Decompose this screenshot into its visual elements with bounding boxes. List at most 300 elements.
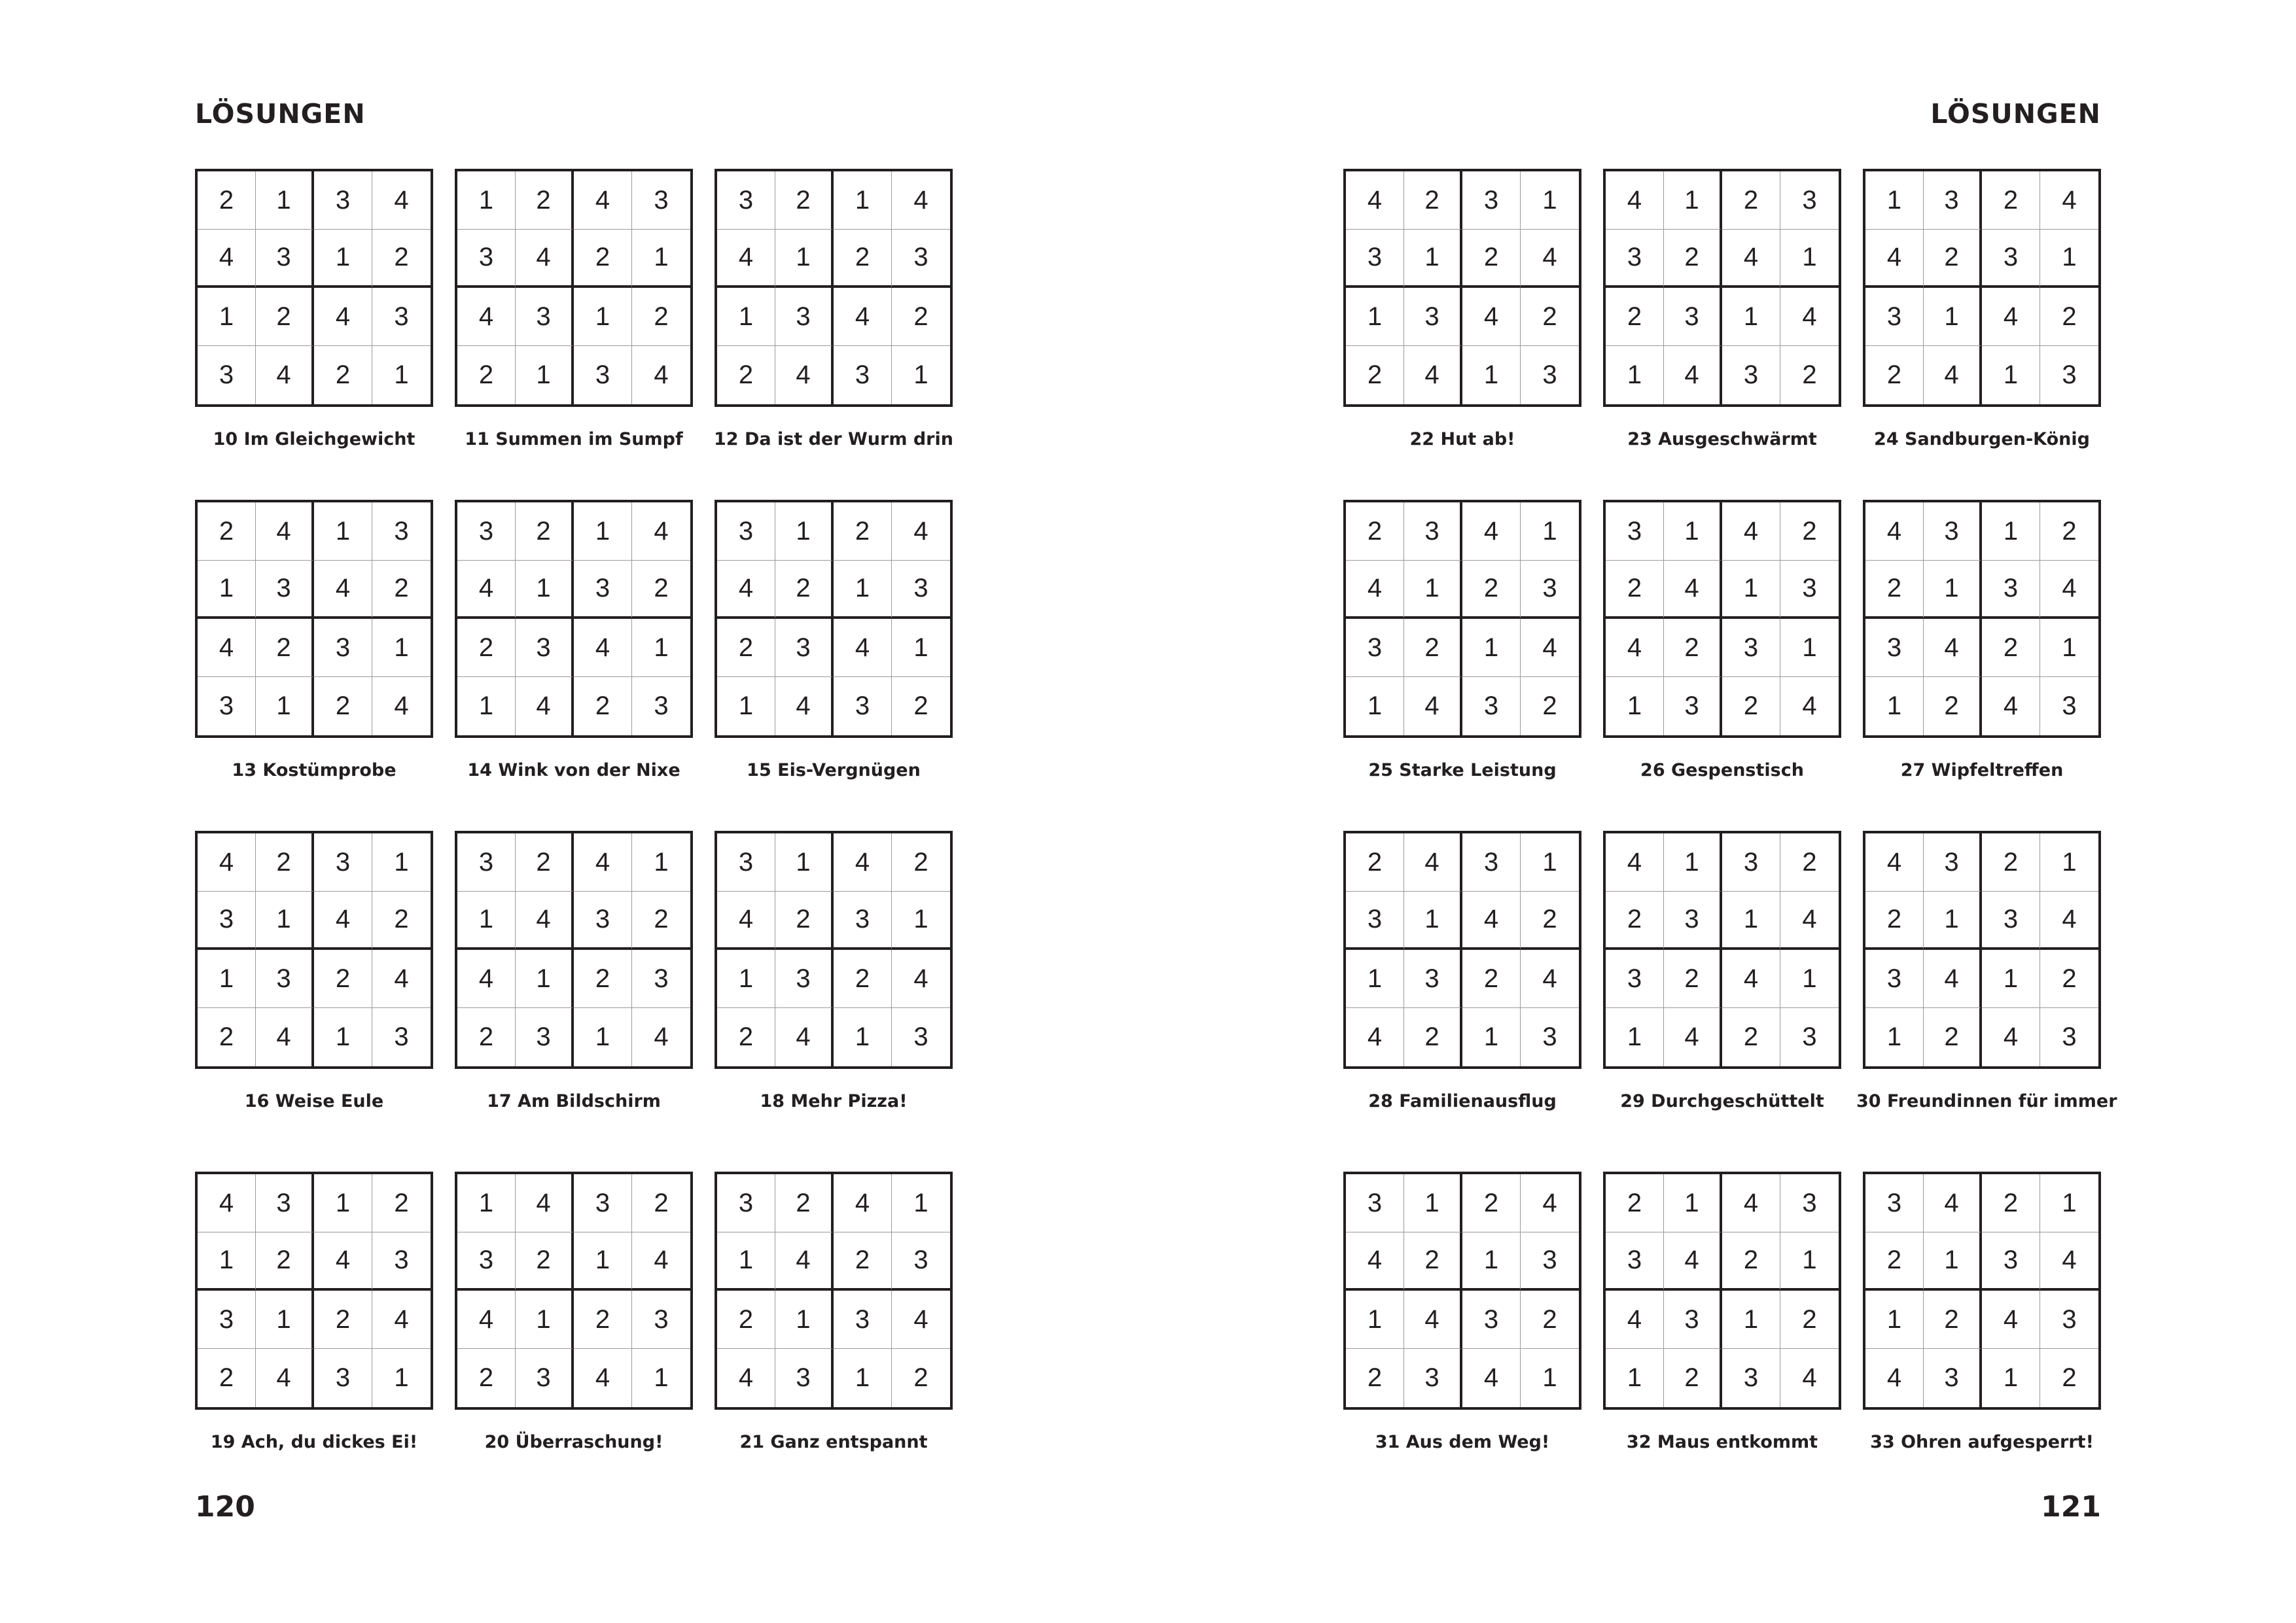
- grid-cell: 4: [372, 950, 431, 1008]
- grid-cell: 1: [2040, 230, 2098, 288]
- grid-cell: 2: [1462, 561, 1521, 619]
- grid-cell: 2: [457, 346, 516, 404]
- grid-cell: 3: [717, 833, 775, 892]
- sudoku-grid: [1603, 169, 1841, 407]
- grid-cell: 4: [1521, 619, 1579, 677]
- grid-cell: 2: [1346, 1349, 1404, 1407]
- grid-cell: 4: [372, 1291, 431, 1349]
- grid-cell: 4: [654, 360, 669, 389]
- grid-cell: 2: [516, 1232, 574, 1291]
- sudoku-solution: [715, 831, 957, 1111]
- grid-cell: 3: [574, 1174, 632, 1232]
- grid-cell: 2: [1346, 346, 1404, 404]
- puzzle-caption: 27 Wipfeltreffen: [1900, 760, 2064, 780]
- grid-cell: 1: [1982, 950, 2040, 1008]
- grid-cell: 1: [1780, 1232, 1839, 1291]
- grid-cell: 4: [1664, 346, 1722, 404]
- sudoku-grid: [195, 169, 433, 407]
- grid-cell: 2: [1606, 892, 1664, 950]
- grid-cell: 1: [775, 1291, 834, 1349]
- grid-cell: 4: [457, 288, 516, 346]
- grid-cell: 4: [198, 619, 256, 677]
- grid-cell: 3: [516, 1349, 574, 1407]
- grid-cell: 4: [1664, 1008, 1722, 1066]
- grid-cell: 2: [198, 1349, 256, 1407]
- grid-cell: 2: [516, 502, 574, 561]
- puzzle-caption: 16 Weise Eule: [244, 1091, 384, 1111]
- sudoku-solution: [1603, 500, 1845, 780]
- grid-cell: 3: [717, 171, 775, 230]
- grid-cell: 4: [1865, 833, 1924, 892]
- grid-cell: 1: [834, 171, 892, 230]
- grid-cell: 1: [1346, 288, 1404, 346]
- grid-cell: 1: [314, 230, 372, 288]
- grid-cell: 1: [1521, 502, 1579, 561]
- grid-cell: 2: [1542, 691, 1557, 720]
- grid-cell: 2: [1521, 288, 1579, 346]
- grid-cell: 2: [2062, 1363, 2077, 1392]
- grid-cell: 2: [1722, 677, 1780, 735]
- grid-cell: 2: [516, 171, 574, 230]
- puzzle-caption: 19 Ach, du dickes Ei!: [210, 1432, 418, 1452]
- sudoku-grid: [455, 831, 693, 1069]
- sudoku-grid: [1343, 831, 1581, 1069]
- grid-cell: 1: [256, 892, 314, 950]
- grid-cell: 4: [516, 892, 574, 950]
- grid-cell: 4: [574, 1349, 632, 1407]
- grid-cell: 1: [632, 833, 690, 892]
- grid-cell: 2: [1924, 677, 1982, 735]
- grid-cell: 1: [198, 288, 256, 346]
- grid-cell: 2: [1462, 1174, 1521, 1232]
- grid-cell: 3: [198, 1291, 256, 1349]
- puzzle-caption: 29 Durchgeschüttelt: [1620, 1091, 1824, 1111]
- grid-cell: 4: [892, 1291, 950, 1349]
- grid-cell: 4: [892, 950, 950, 1008]
- grid-cell: 4: [457, 561, 516, 619]
- grid-cell: 3: [892, 561, 950, 619]
- grid-cell: 4: [2040, 171, 2098, 230]
- grid-cell: 3: [198, 346, 256, 404]
- sudoku-grid: [1863, 169, 2101, 407]
- grid-cell: 3: [1924, 171, 1982, 230]
- grid-cell: 2: [1865, 561, 1924, 619]
- grid-cell: 2: [574, 950, 632, 1008]
- sudoku-solution: [1863, 169, 2105, 449]
- grid-cell: 2: [717, 1008, 775, 1066]
- grid-cell: 2: [2040, 288, 2098, 346]
- grid-cell: 4: [1865, 502, 1924, 561]
- puzzle-caption: 11 Summen im Sumpf: [465, 429, 683, 449]
- grid-cell: 1: [516, 561, 574, 619]
- grid-cell: 3: [775, 950, 834, 1008]
- grid-cell: 3: [457, 1232, 516, 1291]
- grid-cell: 2: [574, 677, 632, 735]
- grid-cell: 1: [1722, 288, 1780, 346]
- grid-cell: 4: [1346, 1232, 1404, 1291]
- sudoku-solution: [1343, 1172, 1585, 1452]
- grid-cell: 4: [1865, 1349, 1924, 1407]
- grid-cell: 2: [632, 892, 690, 950]
- sudoku-solution: [1343, 831, 1585, 1111]
- grid-cell: 2: [372, 892, 431, 950]
- sudoku-grid: [1343, 169, 1581, 407]
- grid-cell: 3: [1346, 619, 1404, 677]
- grid-cell: 2: [717, 1291, 775, 1349]
- grid-cell: 1: [834, 1008, 892, 1066]
- grid-cell: 1: [457, 677, 516, 735]
- grid-cell: 2: [1802, 360, 1817, 389]
- puzzle-caption: 17 Am Bildschirm: [487, 1091, 661, 1111]
- grid-cell: 3: [457, 502, 516, 561]
- grid-cell: 1: [1664, 171, 1722, 230]
- grid-cell: 1: [457, 171, 516, 230]
- sudoku-grid: [195, 831, 433, 1069]
- puzzle-caption: 33 Ohren aufgesperrt!: [1870, 1432, 2094, 1452]
- grid-cell: 3: [1664, 288, 1722, 346]
- grid-cell: 1: [1404, 1174, 1462, 1232]
- grid-cell: 1: [1780, 619, 1839, 677]
- grid-cell: 4: [654, 1022, 669, 1051]
- grid-cell: 3: [1924, 1349, 1982, 1407]
- grid-cell: 4: [717, 892, 775, 950]
- grid-cell: 4: [1521, 1174, 1579, 1232]
- puzzle-caption: 18 Mehr Pizza!: [760, 1091, 908, 1111]
- grid-cell: 1: [574, 502, 632, 561]
- grid-cell: 1: [256, 1291, 314, 1349]
- grid-cell: 1: [256, 677, 314, 735]
- sudoku-solution: [714, 169, 957, 449]
- grid-cell: 2: [2040, 502, 2098, 561]
- grid-cell: 1: [717, 288, 775, 346]
- grid-cell: 1: [457, 892, 516, 950]
- grid-cell: 3: [256, 950, 314, 1008]
- grid-cell: 4: [1802, 1363, 1817, 1392]
- grid-cell: 1: [717, 677, 775, 735]
- grid-cell: 4: [457, 950, 516, 1008]
- grid-cell: 1: [1982, 502, 2040, 561]
- grid-cell: 4: [1404, 1291, 1462, 1349]
- grid-cell: 3: [394, 1022, 409, 1051]
- grid-cell: 1: [1404, 892, 1462, 950]
- grid-cell: 2: [198, 502, 256, 561]
- grid-cell: 3: [1462, 677, 1521, 735]
- grid-cell: 3: [1521, 561, 1579, 619]
- grid-cell: 3: [1664, 892, 1722, 950]
- grid-cell: 3: [1982, 230, 2040, 288]
- grid-cell: 3: [372, 288, 431, 346]
- grid-cell: 3: [1722, 1349, 1780, 1407]
- grid-cell: 2: [834, 502, 892, 561]
- puzzle-caption: 12 Da ist der Wurm drin: [714, 429, 953, 449]
- grid-cell: 2: [372, 1174, 431, 1232]
- grid-cell: 4: [1606, 171, 1664, 230]
- grid-cell: 2: [372, 561, 431, 619]
- grid-cell: 2: [516, 833, 574, 892]
- grid-cell: 3: [1865, 619, 1924, 677]
- grid-cell: 4: [1404, 677, 1462, 735]
- grid-cell: 1: [1780, 230, 1839, 288]
- grid-cell: 1: [1462, 1008, 1521, 1066]
- grid-cell: 4: [256, 346, 314, 404]
- grid-cell: 4: [457, 1291, 516, 1349]
- grid-cell: 3: [574, 892, 632, 950]
- sudoku-grid: [1863, 1172, 2101, 1410]
- sudoku-grid: [715, 500, 953, 738]
- sudoku-grid: [1863, 831, 2101, 1069]
- grid-cell: 4: [198, 230, 256, 288]
- grid-cell: 2: [1982, 1174, 2040, 1232]
- grid-cell: 2: [1404, 619, 1462, 677]
- sudoku-solution: [715, 1172, 957, 1452]
- grid-cell: 2: [1521, 1291, 1579, 1349]
- grid-cell: 2: [1462, 950, 1521, 1008]
- grid-cell: 3: [632, 1291, 690, 1349]
- grid-cell: 4: [892, 171, 950, 230]
- grid-cell: 1: [1404, 561, 1462, 619]
- grid-cell: 3: [1722, 833, 1780, 892]
- grid-cell: 2: [198, 171, 256, 230]
- grid-cell: 4: [198, 833, 256, 892]
- sudoku-solution: [715, 500, 957, 780]
- sudoku-grid: [1863, 500, 2101, 738]
- grid-cell: 1: [1462, 619, 1521, 677]
- puzzle-caption: 25 Starke Leistung: [1368, 760, 1557, 780]
- grid-cell: 3: [834, 677, 892, 735]
- puzzle-caption: 28 Familienausflug: [1368, 1091, 1557, 1111]
- grid-cell: 3: [1982, 892, 2040, 950]
- grid-cell: 3: [457, 833, 516, 892]
- puzzle-caption: 31 Aus dem Weg!: [1375, 1432, 1550, 1452]
- grid-cell: 3: [256, 561, 314, 619]
- grid-cell: 2: [1924, 1008, 1982, 1066]
- grid-cell: 4: [1664, 561, 1722, 619]
- grid-cell: 2: [314, 950, 372, 1008]
- grid-cell: 4: [892, 502, 950, 561]
- grid-cell: 1: [1865, 1008, 1924, 1066]
- grid-cell: 4: [314, 1232, 372, 1291]
- grid-cell: 3: [256, 230, 314, 288]
- grid-cell: 1: [2040, 1174, 2098, 1232]
- puzzle-caption: 13 Kostümprobe: [232, 760, 397, 780]
- grid-cell: 1: [372, 833, 431, 892]
- grid-cell: 3: [892, 230, 950, 288]
- grid-cell: 3: [775, 288, 834, 346]
- puzzle-caption: 22 Hut ab!: [1409, 429, 1515, 449]
- grid-cell: 3: [2040, 1291, 2098, 1349]
- grid-cell: 3: [457, 230, 516, 288]
- grid-cell: 3: [574, 561, 632, 619]
- grid-cell: 1: [394, 1363, 409, 1392]
- grid-cell: 1: [1606, 1349, 1664, 1407]
- grid-cell: 1: [314, 502, 372, 561]
- grid-cell: 3: [314, 833, 372, 892]
- grid-cell: 4: [256, 1349, 314, 1407]
- grid-cell: 1: [314, 1174, 372, 1232]
- grid-cell: 3: [1346, 230, 1404, 288]
- grid-cell: 4: [1462, 288, 1521, 346]
- grid-cell: 3: [1780, 561, 1839, 619]
- grid-cell: 1: [1722, 892, 1780, 950]
- grid-cell: 4: [2040, 892, 2098, 950]
- grid-cell: 3: [1722, 619, 1780, 677]
- grid-cell: 4: [256, 502, 314, 561]
- page-heading: LÖSUNGEN: [1930, 98, 2101, 130]
- sudoku-solution: [1863, 1172, 2105, 1452]
- grid-cell: 4: [717, 1349, 775, 1407]
- grid-cell: 1: [1780, 950, 1839, 1008]
- grid-cell: 3: [198, 892, 256, 950]
- grid-cell: 1: [1346, 677, 1404, 735]
- grid-cell: 4: [1982, 288, 2040, 346]
- grid-cell: 4: [1462, 502, 1521, 561]
- grid-cell: 4: [1404, 833, 1462, 892]
- grid-cell: 4: [1462, 892, 1521, 950]
- grid-cell: 3: [1346, 1174, 1404, 1232]
- grid-cell: 3: [256, 1174, 314, 1232]
- grid-cell: 1: [632, 230, 690, 288]
- grid-cell: 2: [1664, 230, 1722, 288]
- grid-cell: 1: [1722, 1291, 1780, 1349]
- grid-cell: 2: [1924, 230, 1982, 288]
- grid-cell: 3: [2062, 691, 2077, 720]
- grid-cell: 4: [314, 561, 372, 619]
- grid-cell: 2: [913, 1363, 928, 1392]
- grid-cell: 4: [314, 892, 372, 950]
- sudoku-grid: [1343, 500, 1581, 738]
- grid-cell: 3: [314, 171, 372, 230]
- grid-cell: 3: [775, 1349, 834, 1407]
- grid-cell: 1: [913, 360, 928, 389]
- grid-cell: 3: [1542, 360, 1557, 389]
- grid-cell: 3: [834, 346, 892, 404]
- puzzle-caption: 26 Gespenstisch: [1640, 760, 1804, 780]
- grid-cell: 1: [516, 950, 574, 1008]
- grid-cell: 3: [775, 619, 834, 677]
- grid-cell: 3: [632, 950, 690, 1008]
- grid-cell: 4: [1722, 502, 1780, 561]
- grid-cell: 1: [2040, 619, 2098, 677]
- grid-cell: 2: [1606, 288, 1664, 346]
- grid-cell: 1: [892, 619, 950, 677]
- grid-cell: 1: [717, 1232, 775, 1291]
- sudoku-grid: [715, 1172, 953, 1410]
- grid-cell: 2: [372, 230, 431, 288]
- grid-cell: 3: [1542, 1022, 1557, 1051]
- grid-cell: 2: [1404, 1232, 1462, 1291]
- grid-cell: 3: [632, 171, 690, 230]
- grid-cell: 3: [1780, 1174, 1839, 1232]
- grid-cell: 3: [2062, 1022, 2077, 1051]
- grid-cell: 2: [314, 1291, 372, 1349]
- grid-cell: 3: [1865, 950, 1924, 1008]
- grid-cell: 4: [632, 502, 690, 561]
- grid-cell: 2: [1462, 230, 1521, 288]
- grid-cell: 4: [1462, 1349, 1521, 1407]
- grid-cell: 4: [775, 1232, 834, 1291]
- grid-cell: 1: [1924, 892, 1982, 950]
- grid-cell: 2: [198, 1008, 256, 1066]
- sudoku-grid: [1603, 1172, 1841, 1410]
- grid-cell: 2: [1606, 1174, 1664, 1232]
- puzzle-caption: 14 Wink von der Nixe: [467, 760, 680, 780]
- grid-cell: 4: [574, 833, 632, 892]
- grid-cell: 3: [372, 502, 431, 561]
- grid-cell: 4: [1606, 619, 1664, 677]
- grid-cell: 3: [1802, 1022, 1817, 1051]
- grid-cell: 1: [1606, 346, 1664, 404]
- grid-cell: 2: [1865, 1232, 1924, 1291]
- grid-cell: 3: [1404, 288, 1462, 346]
- sudoku-grid: [455, 1172, 693, 1410]
- grid-cell: 3: [717, 502, 775, 561]
- grid-cell: 4: [1521, 950, 1579, 1008]
- grid-cell: 1: [2040, 833, 2098, 892]
- grid-cell: 3: [1606, 950, 1664, 1008]
- grid-cell: 1: [1521, 171, 1579, 230]
- grid-cell: 1: [1664, 1174, 1722, 1232]
- sudoku-solution: [455, 500, 697, 780]
- grid-cell: 2: [457, 1008, 516, 1066]
- grid-cell: 2: [1606, 561, 1664, 619]
- puzzle-caption: 10 Im Gleichgewicht: [213, 429, 415, 449]
- grid-cell: 3: [1924, 502, 1982, 561]
- grid-cell: 3: [1865, 1174, 1924, 1232]
- puzzle-caption: 32 Maus entkommt: [1626, 1432, 1818, 1452]
- grid-cell: 2: [1924, 1291, 1982, 1349]
- grid-cell: 3: [834, 1291, 892, 1349]
- grid-cell: 4: [1924, 619, 1982, 677]
- grid-cell: 4: [1802, 691, 1817, 720]
- grid-cell: 2: [892, 833, 950, 892]
- sudoku-solution: [195, 1172, 437, 1452]
- grid-cell: 4: [372, 171, 431, 230]
- sudoku-solution: [455, 169, 697, 449]
- grid-cell: 3: [314, 619, 372, 677]
- puzzle-caption: 20 Überraschung!: [484, 1432, 663, 1452]
- grid-cell: 4: [1780, 892, 1839, 950]
- grid-cell: 1: [892, 1174, 950, 1232]
- sudoku-grid: [715, 831, 953, 1069]
- sudoku-solution: [195, 169, 437, 449]
- grid-cell: 1: [256, 171, 314, 230]
- grid-cell: 3: [314, 1349, 372, 1407]
- sudoku-grid: [1603, 500, 1841, 738]
- grid-cell: 2: [457, 619, 516, 677]
- grid-cell: 1: [1346, 1291, 1404, 1349]
- grid-cell: 1: [394, 360, 409, 389]
- grid-cell: 1: [1865, 1291, 1924, 1349]
- sudoku-solution: [1603, 169, 1845, 449]
- page-number: 121: [2041, 1490, 2101, 1524]
- puzzle-caption: 24 Sandburgen-König: [1874, 429, 2090, 449]
- grid-cell: 3: [1462, 833, 1521, 892]
- sudoku-solution: [1863, 500, 2105, 780]
- grid-cell: 3: [1664, 677, 1722, 735]
- grid-cell: 2: [913, 691, 928, 720]
- grid-cell: 4: [1722, 1174, 1780, 1232]
- grid-cell: 3: [1982, 561, 2040, 619]
- grid-cell: 4: [1780, 288, 1839, 346]
- grid-cell: 1: [1982, 346, 2040, 404]
- grid-cell: 4: [1722, 950, 1780, 1008]
- sudoku-grid: [455, 169, 693, 407]
- grid-cell: 4: [1982, 1008, 2040, 1066]
- grid-cell: 2: [717, 346, 775, 404]
- grid-cell: 2: [256, 619, 314, 677]
- grid-cell: 1: [1346, 950, 1404, 1008]
- grid-cell: 3: [516, 619, 574, 677]
